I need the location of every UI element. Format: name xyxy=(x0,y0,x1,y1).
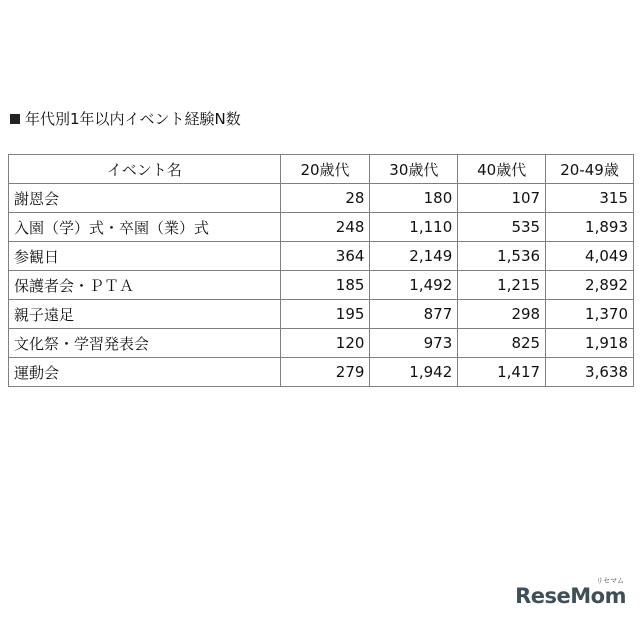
cell-30s: 1,492 xyxy=(370,271,458,300)
cell-20s: 28 xyxy=(280,184,370,213)
cell-40s: 825 xyxy=(458,329,546,358)
header-row xyxy=(9,155,634,184)
header-40s: 40歳代 xyxy=(458,155,546,184)
cell-20s: 120 xyxy=(280,329,370,358)
cell-30s: 973 xyxy=(370,329,458,358)
row-label: 謝恩会 xyxy=(9,184,281,213)
cell-20-49: 3,638 xyxy=(546,358,634,387)
table-row xyxy=(9,242,634,271)
cell-30s: 1,942 xyxy=(370,358,458,387)
cell-30s: 2,149 xyxy=(370,242,458,271)
header-event-name: イベント名 xyxy=(9,155,281,184)
cell-20s: 195 xyxy=(280,300,370,329)
cell-40s: 1,215 xyxy=(458,271,546,300)
cell-30s: 180 xyxy=(370,184,458,213)
table-row xyxy=(9,213,634,242)
header-20-49: 20-49歳 xyxy=(546,155,634,184)
square-bullet-icon xyxy=(10,114,20,124)
row-label: 文化祭・学習発表会 xyxy=(9,329,281,358)
table-row xyxy=(9,184,634,213)
table-row xyxy=(9,271,634,300)
cell-20-49: 4,049 xyxy=(546,242,634,271)
cell-20s: 185 xyxy=(280,271,370,300)
header-20s: 20歳代 xyxy=(280,155,370,184)
row-label: 入園（学）式・卒園（業）式 xyxy=(9,213,281,242)
logo-ruby: リセマム xyxy=(596,577,624,585)
cell-40s: 298 xyxy=(458,300,546,329)
table-row xyxy=(9,358,634,387)
cell-30s: 877 xyxy=(370,300,458,329)
event-count-table xyxy=(8,154,634,387)
cell-40s: 1,536 xyxy=(458,242,546,271)
cell-20-49: 2,892 xyxy=(546,271,634,300)
cell-40s: 535 xyxy=(458,213,546,242)
row-label: 親子遠足 xyxy=(9,300,281,329)
table-title-text: 年代別1年以内イベント経験N数 xyxy=(25,110,241,128)
cell-40s: 107 xyxy=(458,184,546,213)
resemom-logo xyxy=(515,577,626,608)
cell-20s: 279 xyxy=(280,358,370,387)
cell-20s: 248 xyxy=(280,213,370,242)
table-title xyxy=(10,108,241,129)
cell-20-49: 1,918 xyxy=(546,329,634,358)
row-label: 参観日 xyxy=(9,242,281,271)
cell-20-49: 315 xyxy=(546,184,634,213)
logo-text: ReseMom xyxy=(515,584,626,608)
header-30s: 30歳代 xyxy=(370,155,458,184)
cell-20s: 364 xyxy=(280,242,370,271)
cell-20-49: 1,370 xyxy=(546,300,634,329)
cell-20-49: 1,893 xyxy=(546,213,634,242)
row-label: 保護者会・ＰＴＡ xyxy=(9,271,281,300)
cell-40s: 1,417 xyxy=(458,358,546,387)
cell-30s: 1,110 xyxy=(370,213,458,242)
table-row xyxy=(9,300,634,329)
table-row xyxy=(9,329,634,358)
row-label: 運動会 xyxy=(9,358,281,387)
